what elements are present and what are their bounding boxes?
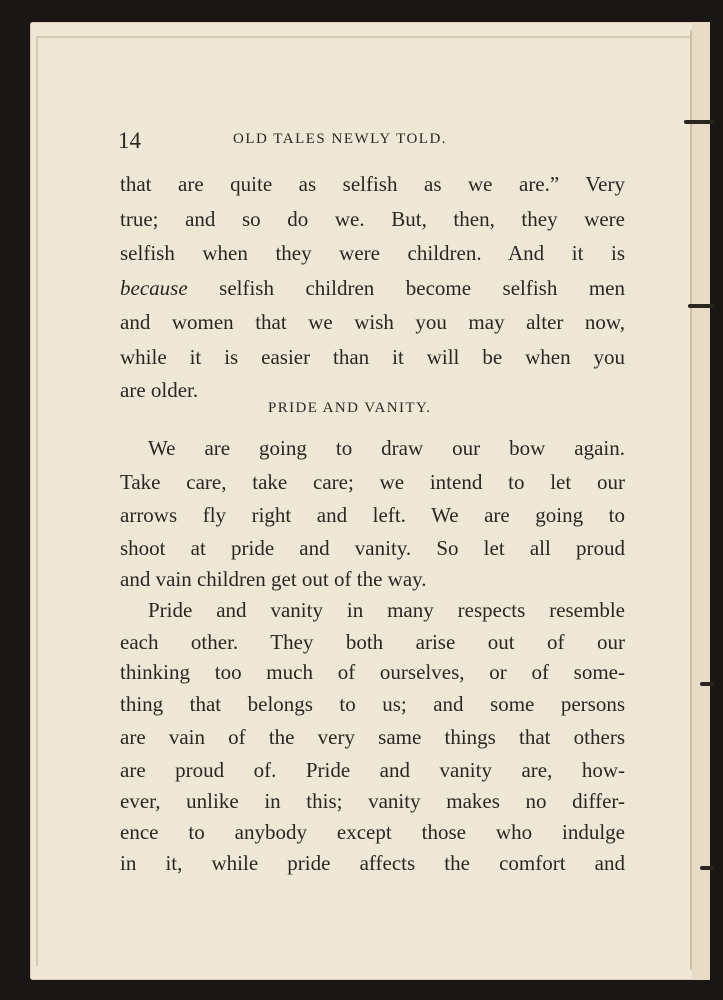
binding-thread-mark bbox=[700, 682, 714, 686]
text-line: thing that belongs to us; and some persons bbox=[120, 692, 625, 716]
text-line: that are quite as selfish as we are.” Very bbox=[120, 172, 625, 196]
text-line: true; and so do we. But, then, they were bbox=[120, 207, 625, 231]
text-line: each other. They both arise out of our bbox=[120, 630, 625, 654]
text-line: We are going to draw our bow again. bbox=[148, 436, 625, 460]
section-heading: PRIDE AND VANITY. bbox=[268, 400, 432, 416]
text-line: ence to anybody except those who indulge bbox=[120, 820, 625, 844]
text-line bbox=[120, 276, 625, 301]
text-line: are vain of the very same things that others bbox=[120, 725, 625, 749]
text-line: shoot at pride and vanity. So let all proud bbox=[120, 536, 625, 560]
text-line: Take care, take care; we intend to let our bbox=[120, 470, 625, 494]
text-line: arrows fly right and left. We are going to bbox=[120, 503, 625, 527]
binding-thread-mark bbox=[684, 120, 714, 124]
text-line: ever, unlike in this; vanity makes no differ- bbox=[120, 789, 625, 813]
page-fore-edge bbox=[692, 22, 710, 980]
page-number: 14 bbox=[118, 128, 141, 153]
text-line: thinking too much of ourselves, or of some- bbox=[120, 660, 625, 684]
text-line: and women that we wish you may alter now, bbox=[120, 310, 625, 334]
text-line: while it is easier than it will be when you bbox=[120, 345, 625, 369]
text-line: selfish when they were children. And it is bbox=[120, 241, 625, 265]
text-line: and vain children get out of the way. bbox=[120, 567, 427, 591]
binding-thread-mark bbox=[688, 304, 714, 308]
text-line: are proud of. Pride and vanity are, how- bbox=[120, 758, 625, 782]
running-title: OLD TALES NEWLY TOLD. bbox=[233, 131, 448, 147]
text-line: are older. bbox=[120, 378, 199, 402]
text-line: in it, while pride affects the comfort and bbox=[120, 851, 625, 875]
text-line: Pride and vanity in many respects resemble bbox=[148, 598, 625, 622]
page-edge-right bbox=[690, 30, 692, 970]
page-edge-top bbox=[36, 36, 692, 38]
italic-word: because bbox=[120, 276, 188, 300]
binding-thread-mark bbox=[700, 866, 714, 870]
text-line-rest: selfish children become selfish men bbox=[219, 276, 626, 300]
page-edge-left bbox=[36, 36, 38, 966]
